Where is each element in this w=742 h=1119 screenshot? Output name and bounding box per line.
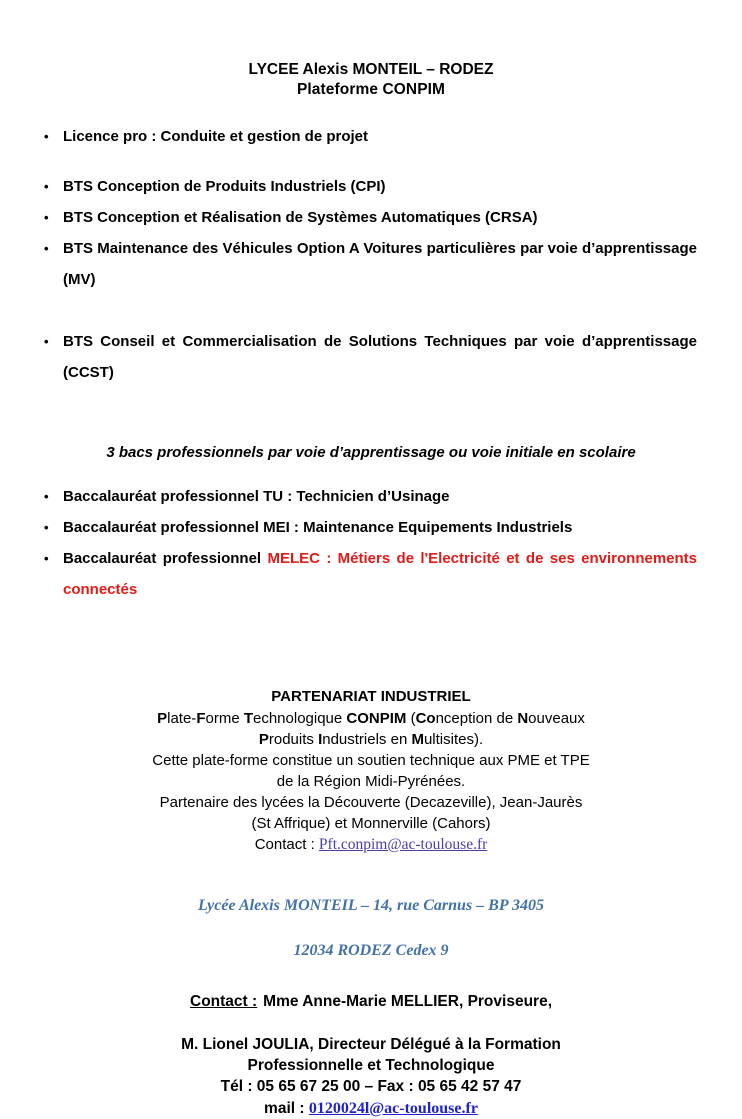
header-line-platform: Plateforme CONPIM xyxy=(296,80,446,98)
mail-row xyxy=(0,1098,742,1119)
director-line-2: Professionnelle et Technologique xyxy=(247,1057,495,1074)
contact-person-name: Mme Anne-Marie MELLIER, Proviseure, xyxy=(263,993,552,1010)
acronym-letter-t: T xyxy=(243,710,253,727)
list-item xyxy=(0,202,742,233)
program-label: Licence pro : Conduite et gestion de projet xyxy=(63,128,369,145)
partnership-text: ndustriels en xyxy=(322,731,412,748)
bacs-heading: 3 bacs professionnels par voie d’apprentissage ou voie initiale en scolaire xyxy=(106,444,636,461)
program-label: • BTS Conseil et Commercialisation de Solutions Techniques par voie d’apprentissage (CCST) xyxy=(63,333,697,381)
list-item xyxy=(0,121,742,152)
acronym-conpim: CONPIM xyxy=(346,710,407,727)
partnership-line-4: de la Région Midi-Pyrénées. xyxy=(276,773,466,790)
bac-label-prefix: Baccalauréat professionnel xyxy=(63,550,268,567)
partnership-text: ultisites). xyxy=(423,731,484,748)
partnership-line-6: (St Affrique) et Monnerville (Cahors) xyxy=(251,815,491,832)
acronym-letter-co: Co xyxy=(415,710,436,727)
program-label: • BTS Maintenance des Véhicules Option A Voitures particulières par voie d’apprentissage (MV) xyxy=(63,240,697,288)
partnership-text: nception de xyxy=(435,710,518,727)
partnership-line-1 xyxy=(0,708,742,729)
partnership-contact-row xyxy=(0,834,742,855)
mail-label: mail : xyxy=(264,1100,309,1117)
partnership-line-2 xyxy=(0,729,742,750)
bac-label-red: MELEC : Métiers de l'Electricité et de ses environnements connectés xyxy=(63,550,698,598)
bac-label-melec xyxy=(63,543,697,636)
acronym-letter-m: M xyxy=(411,731,424,748)
document-header xyxy=(0,0,742,99)
list-item-melec xyxy=(0,543,742,636)
list-item xyxy=(0,512,742,543)
acronym-letter-f: F xyxy=(196,710,206,727)
partnership-line-5: Partenaire des lycées la Découverte (Decazeville), Jean-Jaurès xyxy=(159,794,583,811)
program-label: BTS Conception de Produits Industriels (CPI) xyxy=(63,178,386,195)
partnership-text: echnologique xyxy=(253,710,347,727)
partnership-text: orme xyxy=(205,710,244,727)
partnership-block xyxy=(0,686,742,855)
list-item xyxy=(0,171,742,202)
list-item xyxy=(0,481,742,512)
director-email-link[interactable]: 0120024l@ac-toulouse.fr xyxy=(308,1100,478,1117)
director-line-1: M. Lionel JOULIA, Directeur Délégué à la Formation xyxy=(181,1036,561,1053)
partnership-line-3: Cette plate-forme constitue un soutien technique aux PME et TPE xyxy=(152,752,590,769)
partnership-text: roduits xyxy=(268,731,319,748)
partnership-text: late- xyxy=(167,710,197,727)
address-line-city: 12034 RODEZ Cedex 9 xyxy=(293,942,449,959)
director-block xyxy=(0,1034,742,1119)
bac-label: Baccalauréat professionnel MEI : Maintenance Equipements Industriels xyxy=(63,519,573,536)
acronym-letter-p2: P xyxy=(258,731,269,748)
partnership-title: PARTENARIAT INDUSTRIEL xyxy=(271,688,471,705)
program-label: BTS Conception et Réalisation de Systèmes Automatiques (CRSA) xyxy=(63,209,538,226)
partnership-text: ouveaux xyxy=(528,710,585,727)
partnership-text: ( xyxy=(406,710,416,727)
partnership-email-link[interactable]: Pft.conpim@ac-toulouse.fr xyxy=(318,836,488,853)
list-item xyxy=(0,233,742,326)
bac-label: Baccalauréat professionnel TU : Technicien d’Usinage xyxy=(63,488,450,505)
list-item xyxy=(0,326,742,419)
acronym-letter-i: I xyxy=(318,731,323,748)
address-block xyxy=(0,895,742,962)
programs-list xyxy=(0,121,742,419)
address-line-street: Lycée Alexis MONTEIL – 14, rue Carnus – BP 3405 xyxy=(197,897,545,914)
contact-label: Contact : xyxy=(190,993,258,1010)
bacs-list xyxy=(0,481,742,636)
partnership-contact-label: Contact : xyxy=(254,836,319,853)
contact-block xyxy=(0,991,742,1012)
phone-fax-line: Tél : 05 65 67 25 00 – Fax : 05 65 42 57 47 xyxy=(220,1078,522,1095)
acronym-letter-p: P xyxy=(157,710,168,727)
header-line-school: LYCEE Alexis MONTEIL – RODEZ xyxy=(248,61,494,78)
acronym-letter-n: N xyxy=(517,710,529,727)
